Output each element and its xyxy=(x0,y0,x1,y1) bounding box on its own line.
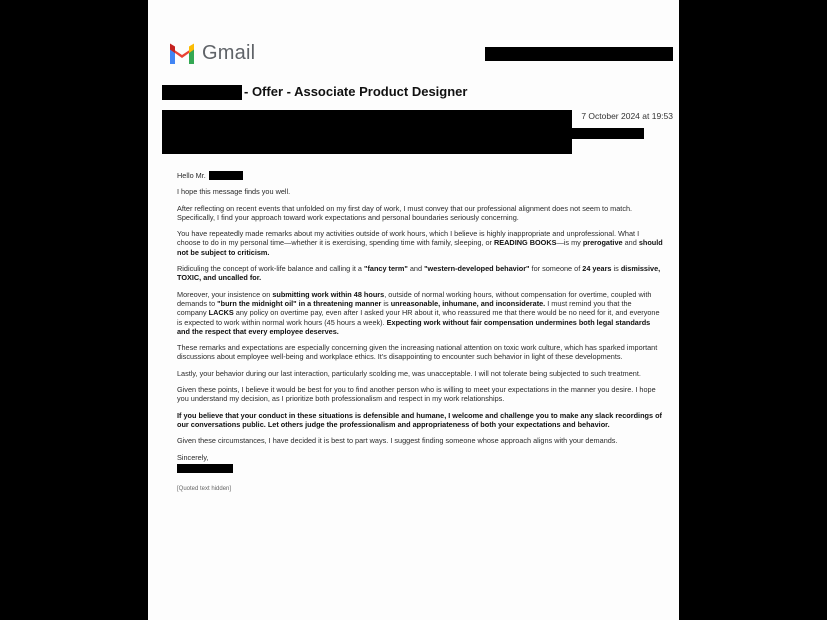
text-run: is xyxy=(611,264,621,274)
email-printout xyxy=(148,0,679,620)
paragraph-7: Lastly, your behavior during our last interaction, particularly scolding me, was unacceptable. I will not tolerate being subjected to such treatment. xyxy=(177,368,641,378)
bold-run: prerogative xyxy=(582,238,623,248)
paragraph-6: These remarks and expectations are especially concerning given the increasing national attention on toxic work culture, which has sparked important discussions about employee well-being and workplace ethics. It's disappointing to encounter such behavior in light of these developments. xyxy=(177,343,658,362)
text-run: I must remind you that the company xyxy=(177,298,632,318)
paragraph-10: Given these circumstances, I have decided it is best to part ways. I suggest finding someone whose approach aligns with your demands. xyxy=(177,436,618,446)
redacted-sender-line xyxy=(162,110,572,154)
gmail-wordmark: Gmail xyxy=(202,41,256,64)
text-run: Ridiculing the concept of work-life balance and calling it a xyxy=(177,264,364,274)
bold-run: 24 years xyxy=(582,264,612,274)
redacted-sender-address xyxy=(568,128,644,139)
quoted-text-hidden[interactable]: [Quoted text hidden] xyxy=(177,485,232,492)
bold-run: "burn the midnight oil" in a threatening manner xyxy=(217,298,382,308)
paragraph-1: I hope this message finds you well. xyxy=(177,187,291,197)
bold-run: "fancy term" xyxy=(364,264,408,274)
signoff: Sincerely, xyxy=(177,452,209,462)
gmail-m-icon xyxy=(168,43,196,64)
greeting-line xyxy=(177,171,663,180)
paragraph-2: After reflecting on recent events that unfolded on my first day of work, I must convey that our professional alignment does not seem to match. Specifically, I find your approach toward work expectations and personal boundaries seriously concerning. xyxy=(177,203,633,222)
paragraph-8: Given these points, I believe it would be best for you to find another person who is willing to meet your expectations in the manner you desire. I hope you understand my decision, as I prioritize both professionalism and respect in my work relationships. xyxy=(177,385,656,404)
paragraph-4 xyxy=(177,264,663,283)
bold-run: Expecting work without fair compensation undermines both legal standards and the respect that every employee deserves. xyxy=(177,317,651,336)
text-run: is xyxy=(381,298,391,308)
text-run: and xyxy=(622,238,639,248)
greeting: Hello Mr. xyxy=(177,171,206,180)
text-run: —is my xyxy=(556,238,583,248)
redacted-signature xyxy=(177,464,233,473)
email-subject: - Offer - Associate Product Designer xyxy=(244,84,468,99)
paragraph-5 xyxy=(177,290,663,336)
bold-run: should not be subject to criticism. xyxy=(177,238,663,257)
email-body xyxy=(177,171,663,494)
text-run: and xyxy=(407,264,425,274)
redacted-subject-prefix xyxy=(162,85,242,100)
bold-run: If you believe that your conduct in these situations is defensible and humane, I welcome and challenge you to make any slack recordings of our conversations public. Let others judge the professionalism and appropriateness of both your expectations and behavior. xyxy=(177,410,662,429)
bold-run: READING BOOKS xyxy=(494,238,557,248)
redacted-recipient-name xyxy=(209,171,243,180)
paragraph-9 xyxy=(177,411,663,430)
text-run: You have repeatedly made remarks about my activities outside of work hours, which I believe is highly inappropriate and unprofessional. What I choose to do in my personal time—whether it is exercising, spending time with family, sleeping, or xyxy=(177,229,640,248)
text-run: Moreover, your insistence on xyxy=(177,289,273,299)
bold-run: dismissive, TOXIC, and uncalled for. xyxy=(177,264,661,283)
text-run: any policy on overtime pay, even after I asked your HR about it, who reassured me that there would be no need for it, and everyone is expected to work within normal work hours (45 hours a week). xyxy=(177,308,660,327)
bold-run: "western-developed behavior" xyxy=(424,264,530,274)
email-timestamp: 7 October 2024 at 19:53 xyxy=(581,111,673,121)
bold-run: unreasonable, inhumane, and inconsiderate. xyxy=(390,298,546,308)
bold-run: submitting work within 48 hours xyxy=(272,289,385,299)
paragraph-3 xyxy=(177,229,663,257)
text-run: for someone of xyxy=(529,264,583,274)
bold-run: LACKS xyxy=(208,308,234,318)
text-run: , outside of normal working hours, without compensation for overtime, coupled with demands to xyxy=(177,289,652,308)
gmail-logo xyxy=(168,40,255,66)
redacted-account-email xyxy=(485,47,673,61)
